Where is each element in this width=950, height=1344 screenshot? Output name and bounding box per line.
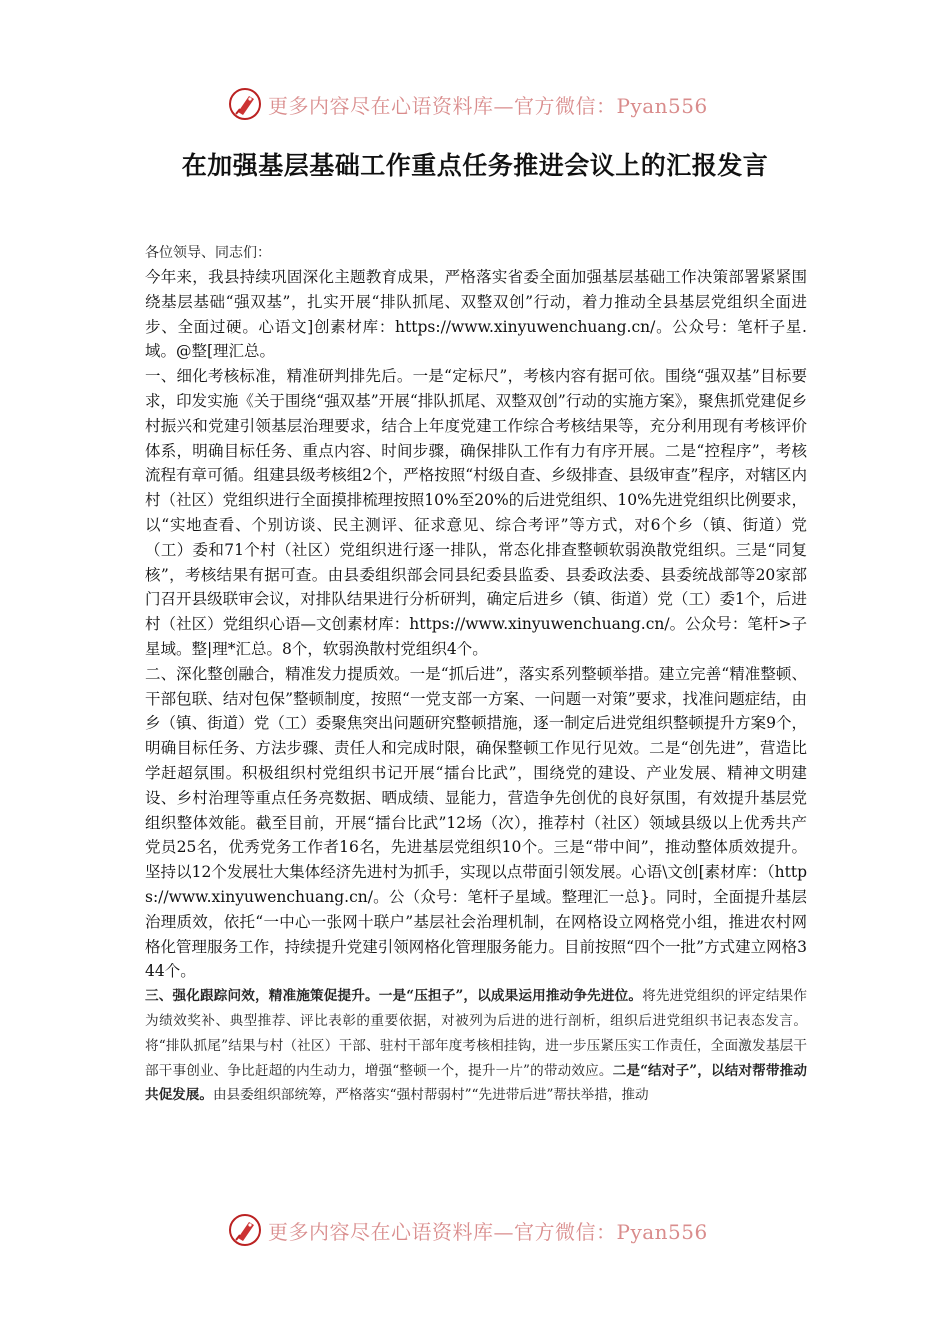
header-banner[interactable] [228, 84, 728, 124]
pen-nib-icon [228, 87, 262, 121]
section-3-paragraph [145, 984, 807, 1108]
section-3-bold-heading: 三、强化跟踪问效，精准施策促提升。一是“压担子”，以成果运用推动争先进位。 [145, 988, 643, 1005]
intro-paragraph: 今年来，我县持续巩固深化主题教育成果，严格落实省委全面加强基层基础工作决策部署紧紧围绕基层基础“强双基”，扎实开展“排队抓尾、双整双创”行动，着力推动全县基层党组织全面进步、全面过硬。心语文]创素材库：https://www.xinyuwenchuang.cn/。公众号：笔杆子星.域。@整[理汇总。 [145, 268, 807, 361]
document-title: 在加强基层基础工作重点任务推进会议上的汇报发言 [181, 151, 769, 180]
banner-text: 更多内容尽在心语资料库—官方微信：Pyan556 [268, 1219, 708, 1244]
pen-nib-icon [228, 1213, 262, 1247]
section-3-text-continued: 由县委组织部统筹，严格落实“强村帮弱村”“先进带后进”帮扶举措，推动 [212, 1087, 649, 1104]
banner-text: 更多内容尽在心语资料库—官方微信：Pyan556 [268, 93, 708, 118]
section-3-bold-subheading: 二是“结对子”，以结对帮带推动共促发展。 [145, 1062, 807, 1104]
greeting: 各位领导、同志们： [145, 245, 271, 261]
section-3-text: 将先进党组织的评定结果作为绩效奖补、典型推荐、评比表彰的重要依据，对被列为后进的进行剖析，组织后进党组织书记表态发言。将“排队抓尾”结果与村（社区）干部、驻村干部年度考核相挂钩，进一步压紧压实工作责任，全面激发基层干部干事创业、争比赶超的内生动力，增强“整顿一个，提升一片”的带动效应。 [145, 988, 808, 1079]
section-2-paragraph: 二、深化整创融合，精准发力提质效。一是“抓后进”，落实系列整顿举措。建立完善“精准整顿、干部包联、结对包保”整顿制度，按照“一党支部一方案、一问题一对策”要求，找准问题症结，由乡（镇、街道）党（工）委聚焦突出问题研究整顿措施，逐一制定后进党组织整顿提升方案9个，明确目标任务、方法步骤、责任人和完成时限，确保整顿工作见行见效。二是“创先进”，营造比学赶超氛围。积极组织村党组织书记开展“擂台比武”，围绕党的建设、产业发展、精神文明建设、乡村治理等重点任务亮数据、晒成绩、显能力，营造争先创优的良好氛围，有效提升基层党组织整体效能。截至目前，开展“擂台比武”12场（次），推荐村（社区）领域县级以上优秀共产党员25名，优秀党务工作者16名，先进基层党组织10个。三是“带中间”，推动整体质效提升。坚持以12个发展壮大集体经济先进村为抓手，实现以点带面引领发展。心语\文创[素材库：（https://www.xinyuwenchuang.cn/。公（众号：笔杆子星域。整理汇一总}。同时，全面提升基层治理质效，依托“一中心一张网十联户”基层社会治理机制，在网格设立网格党小组，推进农村网格化管理服务工作，持续提升党建引领网格化管理服务能力。目前按照“四个一批”方式建立网格344个。 [145, 664, 807, 981]
footer-banner[interactable] [228, 1210, 728, 1250]
document-body [145, 244, 807, 1108]
section-1-paragraph: 一、细化考核标准，精准研判排先后。一是“定标尺”，考核内容有据可依。围绕“强双基”目标要求，印发实施《关于围绕“强双基”开展“排队抓尾、双整双创”行动的实施方案》，聚焦抓党建促乡村振兴和党建引领基层治理要求，结合上年度党建工作综合考核结果等，充分利用现有考核评价体系，明确目标任务、重点内容、时间步骤，确保排队工作有力有序开展。二是“控程序”，考核流程有章可循。组建县级考核组2个，严格按照“村级自查、乡级排查、县级审查”程序，对辖区内村（社区）党组织进行全面摸排梳理按照10%至20%的后进党组织、10%先进党组织比例要求，以“实地查看、个别访谈、民主测评、征求意见、综合考评”等方式，对6个乡（镇、街道）党（工）委和71个村（社区）党组织进行逐一排队，常态化排查整顿软弱涣散党组织。三是“同复核”，考核结果有据可查。由县委组织部会同县纪委县监委、县委政法委、县委统战部等20家部门召开县级联审会议，对排队结果进行分析研判，确定后进乡（镇、街道）党（工）委1个，后进村（社区）党组织心语—文创素材库：https://www.xinyuwenchuang.cn/。公众号：笔杆>子星域。整|理*汇总。8个，软弱涣散村党组织4个。 [145, 367, 807, 658]
